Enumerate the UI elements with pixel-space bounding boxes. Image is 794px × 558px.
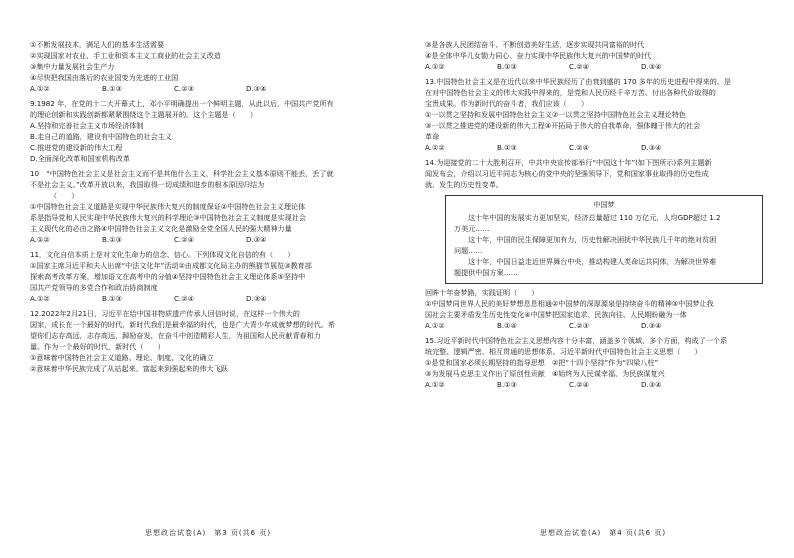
choice: B.①③ <box>497 379 517 389</box>
text-line: 国家，成长在一个最好的时代，新时代我们是最幸福的时代，也是广大青少年成就梦想的时代。希 <box>30 319 336 329</box>
choice: A.①② <box>30 234 50 244</box>
answer-choices <box>425 62 775 73</box>
choice: D.③④ <box>641 142 662 152</box>
text-line: 国社会主要矛盾发生历史性变化④中国梦把国家追求、民族向往、人民期盼融为一体 <box>425 309 687 319</box>
choice: A.①② <box>30 293 50 303</box>
text-line: ①不断发展技术，满足人们的基本生活需要 <box>30 40 165 49</box>
text-line: A.坚持和完善社会主义市场经济体制 <box>30 120 144 130</box>
choice: D.③④ <box>641 320 662 330</box>
answer-choices <box>425 321 775 332</box>
text-line: （ ） <box>50 190 79 200</box>
choice: C.②④ <box>569 61 589 71</box>
text-line: 望你们志存高远，志存高远，踔励奋发，在奋斗中创造精彩人生，为祖国和人民贡献青春和力 <box>30 330 321 340</box>
text-line: 统完整、逻辑严密、相互贯通的思想体系。习近平新时代中国特色社会主义思想（ ） <box>425 346 702 356</box>
text-line: B.走自己的道路，建设有中国特色的社会主义 <box>30 131 172 141</box>
page-footer-right: 思想政治试卷(A) 第4 页(共6 页) <box>540 529 667 537</box>
material-box <box>445 195 763 284</box>
text-line: ④是全体中华儿女勠力同心、奋力实现中华民族伟大复兴的中国梦的时代 <box>425 50 652 60</box>
left-column <box>30 40 390 375</box>
choice: A.①② <box>425 320 445 330</box>
answer-choices <box>30 84 390 95</box>
text-line: ④尽快把我国由落后的农业国变为先进的工业国 <box>30 72 179 82</box>
choice: C.②④ <box>569 142 589 152</box>
text-line: ③为发展马克思主义作出了原创性贡献 ④始终为人民谋幸福、为民族谋复兴 <box>425 368 665 378</box>
text-line: 宝贵成果。作为新时代的奋斗者，我们应该（ ） <box>425 98 589 108</box>
answer-choices <box>30 294 390 305</box>
text-line: ②实现国家对农业、手工业和资本主义工商业的社会主义改造 <box>30 50 221 60</box>
text-line: D.全面深化改革和国家机构改革 <box>30 153 130 163</box>
question-14: 14.为迎接党的二十大胜利召开，中共中央宣传部举行“中国这十年”(如下图所示)系列主题新 <box>425 157 712 167</box>
choice: C.②④ <box>174 234 194 244</box>
choice: A.①② <box>30 83 50 93</box>
text-line: 探索高考改革方案，增加语文在高考中的分值④坚持中国特色社会主义理论体系⑤坚持中 <box>30 271 306 281</box>
choice: C.②③ <box>569 320 589 330</box>
choice: C.②④ <box>174 293 194 303</box>
right-column <box>425 40 775 391</box>
text-line: 量。作为一个最好的时代，新时代（ ） <box>30 341 165 351</box>
answer-choices <box>425 143 775 154</box>
material-line: 万美元…… <box>454 223 490 233</box>
text-line: 就、发生的历史性变革。 <box>425 179 504 189</box>
answer-choices <box>30 235 390 246</box>
question-12: 12.2022年2月21日，习近平在给中国非物质遗产传承人回信时说，在这样一个伟大的 <box>30 308 300 318</box>
choice: B.①③ <box>102 83 122 93</box>
text-line: 系是指导党和人民实现中华民族伟大复兴的科学理论③中国特色社会主义制度是实现社会 <box>30 212 306 222</box>
text-line: ③集中力量发展社会生产力 <box>30 61 115 71</box>
choice: B.①③ <box>102 234 122 244</box>
text-line: 在对中国特色社会主义的伟大实践中得来的，是党和人民历经千辛万苦、付出各种代价取得的 <box>425 87 716 97</box>
text-line: ③一以贯之推进党的建设新的伟大工程④开拓局于伟大的自我革命，强体魄于伟大的社会 <box>425 120 701 130</box>
text-line: 回眸十年奋梦路，实践证明（ ） <box>425 287 539 297</box>
text-line: 革命 <box>425 131 440 141</box>
choice: A.①② <box>425 61 445 71</box>
question-11: 11．文化自信本质上是对文化生命力的信念、信心。下列体现文化自信的有（ ） <box>30 249 295 259</box>
choice: C.②③ <box>174 83 194 93</box>
text-line: 国共产党领导的多党合作和政治协商制度 <box>30 282 158 292</box>
choice: D.③④ <box>641 61 662 71</box>
material-title: 中国梦 <box>593 199 615 209</box>
text-line: ①一以贯之坚持和发展中国特色社会主义②一以贯之坚持中国特色社会主义理论特色 <box>425 109 686 119</box>
question-9: 9.1982 年，在党的十二大开幕式上，邓小平明确提出一个鲜明主题，从此以后，中国共产党所有 <box>30 98 334 108</box>
text-line: 不是社会主义。”改革开放以来，我国取得一切成绩和进步的根本原因归结为 <box>30 179 265 189</box>
choice: B.①③ <box>497 61 517 71</box>
choice: D.③④ <box>641 379 662 389</box>
text-line: ②意味着中华民族完成了从站起来、富起来到强起来的伟大飞跃 <box>30 363 228 373</box>
material-line: 问题…… <box>454 245 483 255</box>
material-line: 题提供中国方案…… <box>454 267 518 277</box>
page-footer-left: 思想政治试卷(A) 第3 页(共6 页) <box>145 529 272 537</box>
text-line: C.推进党的建设新的伟大工程 <box>30 142 123 152</box>
choice: B.①③ <box>497 142 517 152</box>
text-line: ①是党和国家必须长期坚持的指导思想 ②把“十四个坚持”作为“四梁八柱” <box>425 357 659 367</box>
choice: B.①③ <box>102 293 122 303</box>
choice: B.①④ <box>497 320 517 330</box>
material-line: 这十年，中国日益走近世界舞台中央，推动构建人类命运共同体，为解决世界难 <box>468 256 717 266</box>
text-line: 的理论创新和实践创新都紧紧围绕这个主题展开的。这个主题是（ ） <box>30 109 257 119</box>
text-line: ①意味着中国特色社会主义道路、理论、制度、文化的确立 <box>30 352 214 362</box>
choice: D.③④ <box>246 83 267 93</box>
choice: C.②④ <box>569 379 589 389</box>
text-line: 主义现代化的必由之路④中国特色社会主义文化是激励全党全国人民的强大精神力量 <box>30 223 292 233</box>
choice: D.③④ <box>246 234 267 244</box>
text-line: ①中国特色社会主义道路是实现中华民族伟大复兴的制度保证②中国特色社会主义理论体 <box>30 201 306 211</box>
material-line: 这十年，中国的民生保障更加有力，历史性解决困扰中华民族几千年的绝对贫困 <box>468 234 717 244</box>
text-line: ①中国梦同世界人民的美好梦想息息相通②中国梦的深厚源泉是持续奋斗的精神③中国梦让我 <box>425 298 714 308</box>
text-line: 闻发布会，介绍以习近平同志为核心的党中央的坚强领导下，党和国家事业取得的历史性成 <box>425 168 709 178</box>
choice: D.③④ <box>246 293 267 303</box>
material-line: 这十年中国的发展实力更加坚实，经济总量超过 110 万亿元，人均GDP超过 1.2 <box>468 212 721 222</box>
question-15: 15.习近平新时代中国特色社会主义思想内容十分丰富，涵盖多个领域、多个方面，构成了一个系 <box>425 335 728 345</box>
question-13: 13.中国特色社会主义是在近代以来中华民族经历了由衰到盛的 170 多年的历史进程中得来的，是 <box>425 76 731 86</box>
choice: A.①② <box>425 142 445 152</box>
text-line: ③是各族人民团结奋斗、不断创造美好生活，逐步实现共同富裕的时代 <box>425 40 645 49</box>
question-10: 10 “中国特色社会主义是社会主义而不是其他什么主义，科学社会主义基本原则不能丢，丢了就 <box>30 168 334 178</box>
choice: A.①② <box>425 379 445 389</box>
answer-choices <box>425 380 775 391</box>
text-line: ①国家主席习近平和夫人出席“中法文化年”活动②由成都文化局主办的熊猫节展览③教育部 <box>30 260 312 270</box>
